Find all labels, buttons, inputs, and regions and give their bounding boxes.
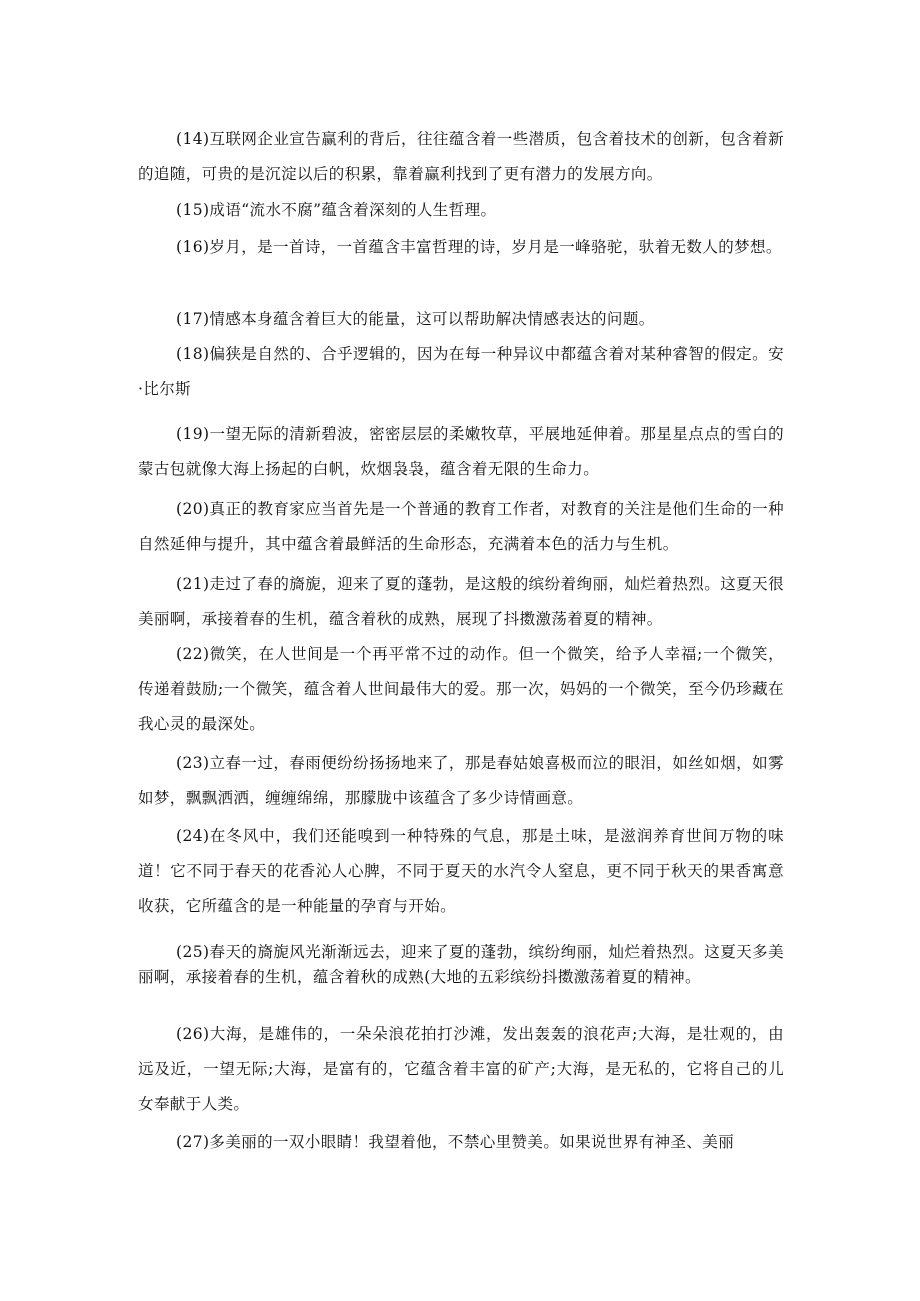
paragraph-15: (15)成语“流水不腐”蕴含着深刻的人生哲理。 [176,201,497,219]
paragraph-17: (17)情感本身蕴含着巨大的能量，这可以帮助解决情感表达的问题。 [176,310,655,328]
paragraph-23: (23)立春一过，春雨便纷纷扬扬地来了，那是春姑娘喜极而泣的眼泪，如丝如烟，如雾如梦，飘飘洒洒，缠缠绵绵，那朦胧中该蕴含了多少诗情画意。 [138,754,784,807]
paragraph-27: (27)多美丽的一双小眼睛！我望着他，不禁心里赞美。如果说世界有神圣、美丽 [176,1133,735,1151]
paragraph-25: (25)春天的旖旎风光渐渐远去，迎来了夏的蓬勃，缤纷绚丽，灿烂着热烈。这夏天多美丽啊，承接着春的生机，蕴含着秋的成熟(大地的五彩缤纷抖擞激荡着夏的精神。 [138,943,784,986]
paragraph-21: (21)走过了春的旖旎，迎来了夏的蓬勃，是这般的缤纷着绚丽，灿烂着热烈。这夏天很美丽啊，承接着春的生机，蕴含着秋的成熟，展现了抖擞激荡着夏的精神。 [138,575,784,628]
paragraph-18: (18)偏狭是自然的、合乎逻辑的，因为在每一种异议中都蕴含着对某种睿智的假定。安·比尔斯 [138,345,784,398]
paragraph-19: (19)一望无际的清新碧波，密密层层的柔嫩牧草，平展地延伸着。那星星点点的雪白的蒙古包就像大海上扬起的白帆，炊烟袅袅，蕴含着无限的生命力。 [138,425,784,478]
paragraph-20: (20)真正的教育家应当首先是一个普通的教育工作者，对教育的关注是他们生命的一种自然延伸与提升，其中蕴含着最鲜活的生命形态，充满着本色的活力与生机。 [138,500,784,553]
paragraph-26: (26)大海，是雄伟的，一朵朵浪花拍打沙滩，发出轰轰的浪花声;大海，是壮观的，由远及近，一望无际;大海，是富有的，它蕴含着丰富的矿产;大海，是无私的，它将自己的儿女奉献于人类。 [138,1025,784,1113]
paragraph-14: (14)互联网企业宣告赢利的背后，往往蕴含着一些潜质，包含着技术的创新，包含着新的追随，可贵的是沉淀以后的积累，靠着赢利找到了更有潜力的发展方向。 [138,130,784,183]
paragraph-24: (24)在冬风中，我们还能嗅到一种特殊的气息，那是土味，是滋润养育世间万物的味道！它不同于春天的花香沁人心脾，不同于夏天的水汽令人窒息，更不同于秋天的果香寓意收获，它所蕴含的是一种能量的孕育与开始。 [138,827,784,915]
paragraph-22: (22)微笑，在人世间是一个再平常不过的动作。但一个微笑，给予人幸福;一个微笑，传递着鼓励;一个微笑，蕴含着人世间最伟大的爱。那一次，妈妈的一个微笑，至今仍珍藏在我心灵的最深处。 [138,645,784,733]
paragraph-16: (16)岁月，是一首诗，一首蕴含丰富哲理的诗，岁月是一峰骆驼，驮着无数人的梦想。 [176,238,782,256]
